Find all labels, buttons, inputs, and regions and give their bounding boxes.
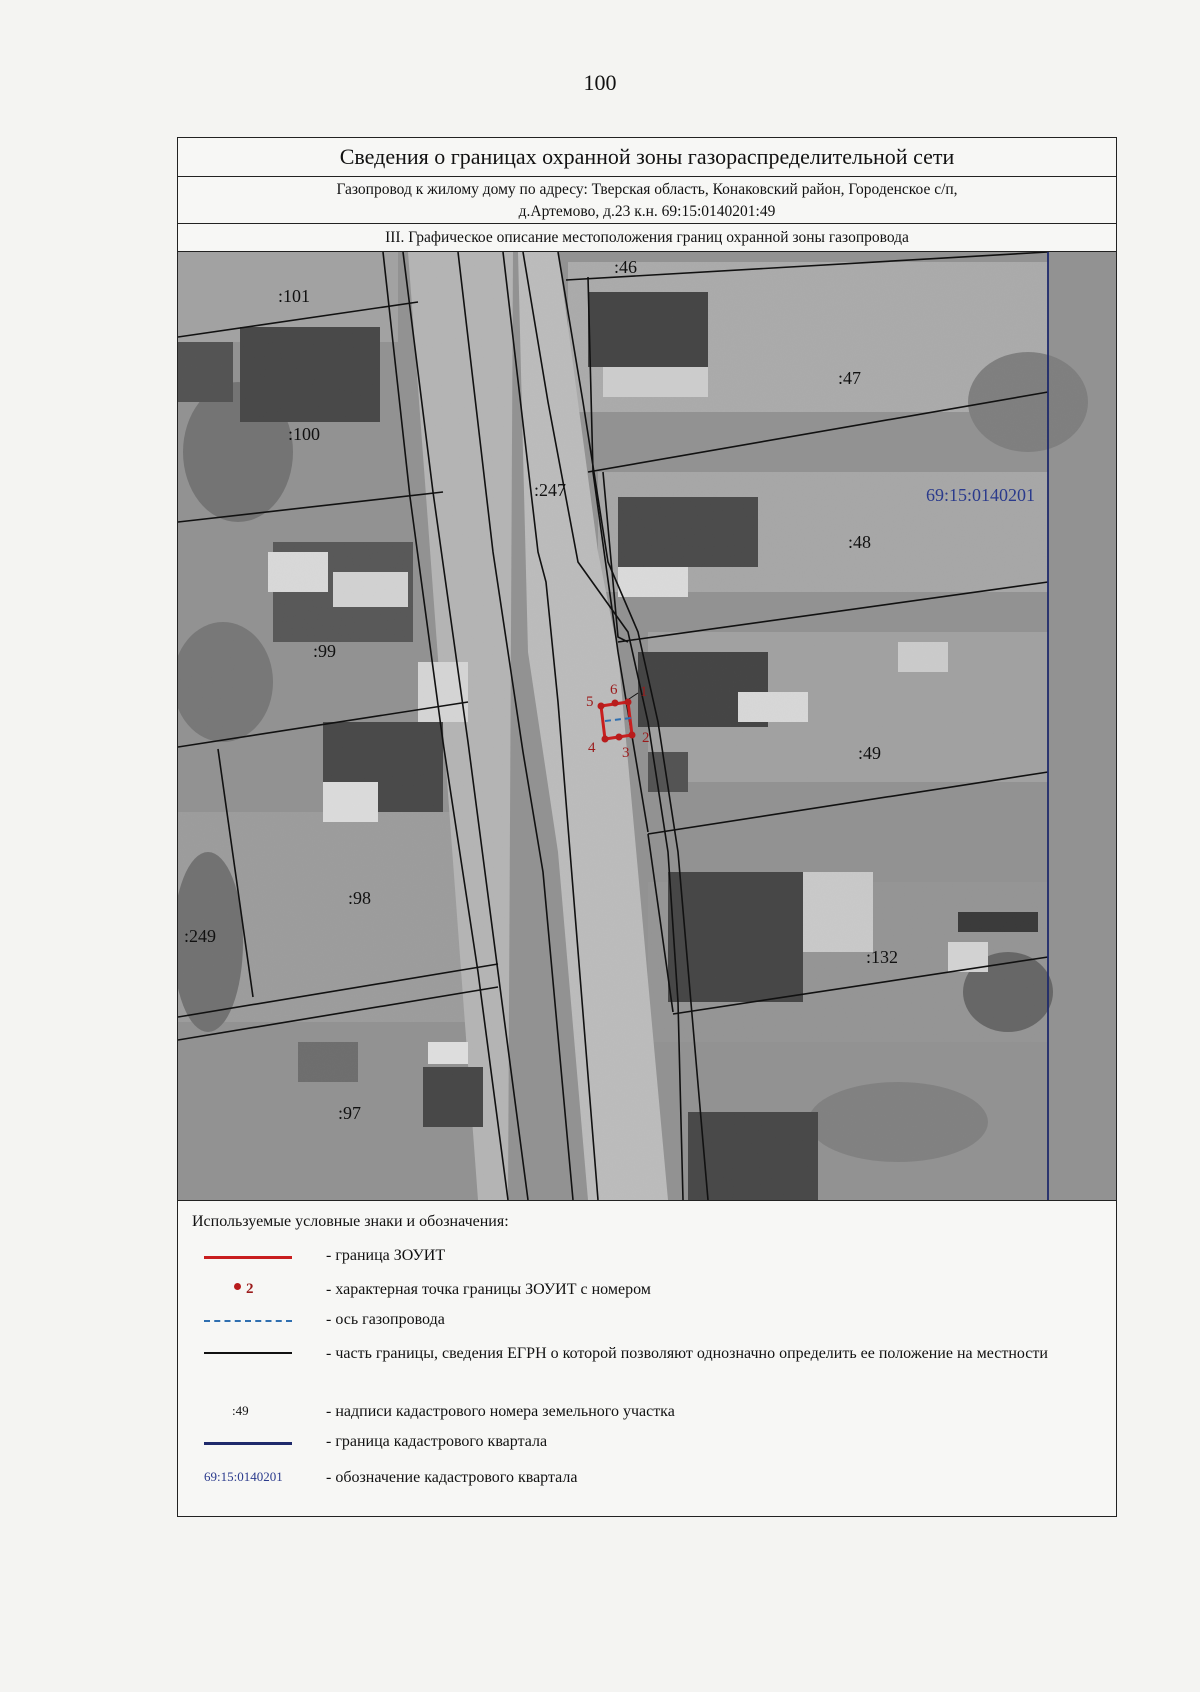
zone-point-label-4: 4: [588, 740, 596, 756]
address-line-2: д.Артемово, д.23 к.н. 69:15:0140201:49: [518, 203, 776, 220]
zone-point-label-5: 5: [586, 694, 594, 710]
zone-point-6: [612, 700, 619, 707]
legend-title: Используемые условные знаки и обозначения:: [192, 1213, 509, 1230]
parcel-label-46: :46: [614, 257, 638, 277]
page-number: 100: [583, 70, 617, 95]
blue-dash-symbol: [204, 1311, 294, 1331]
parcel-label-249: :249: [184, 926, 217, 946]
document-title: Сведения о границах охранной зоны газораспределительной сети: [178, 138, 1116, 177]
legend-text: - часть границы, сведения ЕГРН о которой позволяют однозначно определить ее положение на местности: [326, 1345, 1048, 1362]
aerial-photo: [178, 252, 1116, 1200]
parcel-label-98: :98: [348, 888, 372, 908]
parcel-label-47: :47: [838, 368, 862, 388]
zone-point-label-2: 2: [642, 730, 650, 746]
section-title: III. Графическое описание местоположения границ охранной зоны газопровода: [178, 225, 1116, 252]
parcel-label-97: :97: [338, 1103, 362, 1123]
quarter-label: 69:15:0140201: [926, 485, 1036, 505]
zone-point-3: [616, 734, 623, 741]
zone-point-4: [602, 736, 609, 743]
legend-text: - характерная точка границы ЗОУИТ с номером: [326, 1281, 651, 1298]
parcel-label-symbol: :49: [232, 1403, 249, 1418]
legend-text: - надписи кадастрового номера земельного участка: [326, 1403, 675, 1420]
parcel-label-100: :100: [288, 424, 321, 444]
parcel-label-99: :99: [313, 641, 337, 661]
quarter-label-symbol: 69:15:0140201: [204, 1469, 283, 1484]
address-line-1: Газопровод к жилому дому по адресу: Тверская область, Конаковский район, Городенское с/п,: [336, 181, 958, 198]
red-point-symbol: 2: [204, 1279, 294, 1299]
navy-line-symbol: [204, 1433, 294, 1453]
red-line-symbol: [204, 1247, 294, 1267]
parcel-label-247: :247: [534, 480, 567, 500]
zone-point-label-6: 6: [610, 682, 618, 698]
parcel-label-101: :101: [278, 286, 311, 306]
legend-text: - граница кадастрового квартала: [326, 1433, 548, 1450]
parcel-label-49: :49: [858, 743, 882, 763]
zone-point-1: [625, 699, 632, 706]
legend-text: - обозначение кадастрового квартала: [326, 1469, 578, 1486]
parcel-label-48: :48: [848, 532, 872, 552]
black-line-symbol: [204, 1343, 294, 1363]
zone-point-5: [598, 703, 605, 710]
zone-point-label-3: 3: [622, 745, 630, 761]
legend-text: - граница ЗОУИТ: [326, 1247, 446, 1264]
parcel-label-132: :132: [866, 947, 899, 967]
address-block: [178, 177, 1116, 224]
legend: [178, 1201, 1116, 1515]
legend-text: - ось газопровода: [326, 1311, 445, 1328]
cadastral-map: [178, 252, 1116, 1201]
zone-point-label-1: 1: [640, 684, 648, 700]
zone-point-2: [629, 732, 636, 739]
sheet-frame: [177, 137, 1117, 1517]
map-canvas: [178, 252, 1116, 1200]
